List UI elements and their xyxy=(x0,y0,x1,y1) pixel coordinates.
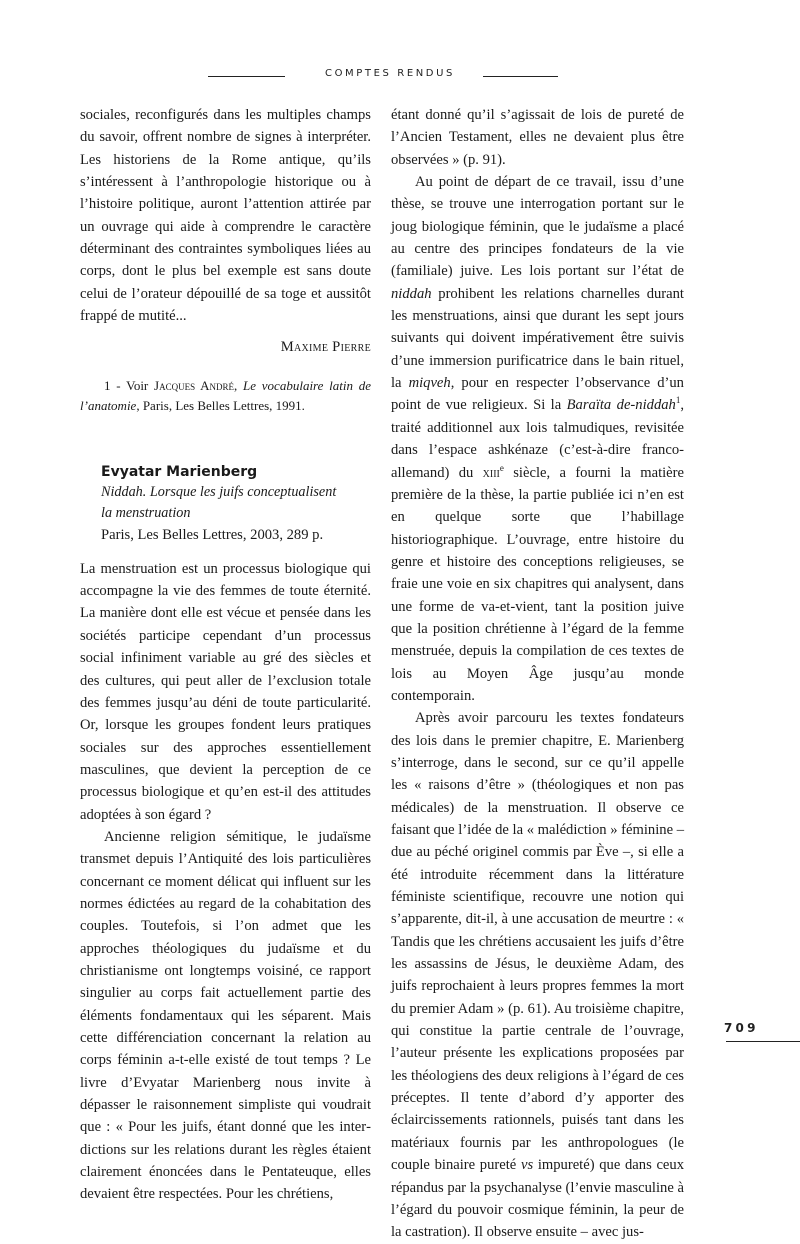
review-signature: Maxime Pierre xyxy=(280,339,371,356)
review-paragraph-4: Après avoir parcouru les textes fondateurs des lois dans le premier chapitre, E. Marienberg s’interroge, dans le second, sur ce qu’il appelle les « raisons d’être » (théologiques et non pas médicales) de la menstruation. Il observe ce faisant que l’idée de la « malédiction » féminine – due au péché originel commis par Ève –, si elle a été introduite récemment dans la littérature féministe scientifique, recouvre une notion qui s’apparente, dit-il, à une accusation de meurtre : « Tandis que les chrétiens accusaient les juifs d’être les assassins de Jésus, le deuxième Adam, des juifs reprochaient à leurs propres femmes la mort du premier Adam » (p. 61). Au troisième chapitre, qui constitue la partie centrale de l’ouvrage, l’auteur présente les explications proposées par les théologiens des deux religions à l’égard de ces préceptes. Il tente d’abord d’y apporter des éclaircissements rationnels, puisés tant dans les matériaux fournis par les anthropologues (le couple binaire pureté vs impureté) que dans ceux répandus par la psychanalyse (l’envie masculine à l’égard du pouvoir cosmique féminin, la peur de la castration). Il observe ensuite – avec jus- xyxy=(391,710,685,1241)
term-vs: vs xyxy=(520,1157,534,1174)
footnote-ref-1[interactable]: 1 xyxy=(675,395,681,406)
review-paragraph-1: La menstruation est un processus biologique qui accompagne la vie des femmes de toute éternité. La manière dont elle est vécue et pensée dans les sociétés participe cependant d’un processus social infiniment variable au gré des siècles et des cultures, qui peut aller de l’exclusion totale des femmes jusqu’au déni de toute particularité. Or, lorsque les groupes fondent leurs pratiques sociales sur des approches essentiellement masculines, que devient la perception de ce processus biologique et qu’en est-il des attitudes adoptées à son égard ? xyxy=(80,560,371,823)
term-niddah: niddah xyxy=(391,285,432,302)
term-baraita: Baraïta de-niddah xyxy=(566,397,676,414)
century-numeral: xiii xyxy=(482,464,500,481)
book-reference xyxy=(80,462,371,546)
previous-review-ending: sociales, reconfigurés dans les multiples champs du savoir, offrent nombre de signes à interpréter. Les historiens de la Rome antique, qu’ils s’intéressent à l’anthropologie historique ou à l’histoire politique, auront l’attention attirée par un ouvrage qui aide à comprendre le caractère déterminant des contraintes symboliques liées au corps, dont le plus bel exemple est sans doute celui de l’orateur dépouillé de sa toge et aussitôt frappé de mutité... xyxy=(80,107,371,325)
right-column xyxy=(391,104,684,1244)
page-number: 709 xyxy=(724,1021,759,1035)
term-miqveh: miqveh xyxy=(408,375,451,392)
book-title-line2: la menstruation xyxy=(101,504,191,521)
header-rule-left xyxy=(208,76,285,77)
footnote-number: 1 xyxy=(104,377,111,393)
footnote-1: 1 - Voir Jacques André, Le vocabulaire latin de l’anatomie, Paris, Les Belles Lettres, 1991. xyxy=(80,377,372,414)
left-column xyxy=(80,104,371,1206)
section-title: COMPTES RENDUS xyxy=(325,68,455,79)
book-publication: Paris, Les Belles Lettres, 2003, 289 p. xyxy=(101,526,324,543)
page-number-rule xyxy=(726,1041,800,1042)
book-title-line1: Niddah. Lorsque les juifs conceptualisent xyxy=(101,483,337,500)
footnote-author: Jacques André xyxy=(154,377,235,393)
review-paragraph-2: Ancienne religion sémitique, le judaïsme transmet depuis l’Antiquité des lois particulières concernant ce moment délicat qui influent sur les normes édictées au regard de la cohabitation des couples. Toutefois, si l’on admet que les approches théologiques du judaïsme et du christianisme ont longtemps voisiné, ce rapport singulier au corps fait actuellement partie des éléments fondamentaux qui les séparent. Mais cette différenciation concernant la relation au corps féminin a-t-elle existé de tout temps ? Le livre d’Evyatar Marienberg nous invite à dépasser le raisonnement simpliste qui voudrait que : « Pour les juifs, étant donné que les interdictions sur les relations durant les règles étaient clairement énoncées dans le Pentateuque, elles devaient être respectées. Pour les chrétiens, xyxy=(80,828,371,1203)
review-paragraph-3: Au point de départ de ce travail, issu d’une thèse, se trouve une interrogation portant sur le joug biologique féminin, que le judaïsme a placé au centre des principes fondateurs de la vie (familiale) juive. Les lois portant sur l’état de niddah prohibent les relations charnelles durant les menstruations, ainsi que durant les sept jours suivants qui doivent impérativement être suivis d’une immersion purificatrice dans le bain rituel, la miqveh, pour en respecter l’observance d’un point de vue religieux. Si la Baraïta de-niddah$^1$, traité additionnel aux lois talmudiques, revisitée dans l’espace ashkénaze (c’est-à-dire franco-allemand) du xiii$^e$ siècle, a fourni la matière première de la thèse, la partie publiée ici n’en est en quelque sorte que l’habillage historiographique. L’ouvrage, entre histoire du genre et histoire des conceptions religieuses, se fraie une voie en six chapitres qui analysent, dans une forme de va-et-vient, tant la position juive que la position chrétienne à l’égard de la femme menstruée, depuis la compilation de ces textes de lois au Moyen Âge jusqu’au monde contemporain. xyxy=(391,174,684,704)
running-head xyxy=(0,68,800,84)
header-rule-right xyxy=(483,76,558,77)
review-paragraph-2-continued: étant donné qu’il s’agissait de lois de pureté de l’Ancien Testament, elles ne devaient plus être observées » (p. 91). xyxy=(391,107,684,168)
book-author: Evyatar Marienberg xyxy=(101,463,258,480)
footnote-title: Le vocabulaire latin de l’anatomie xyxy=(80,377,372,414)
